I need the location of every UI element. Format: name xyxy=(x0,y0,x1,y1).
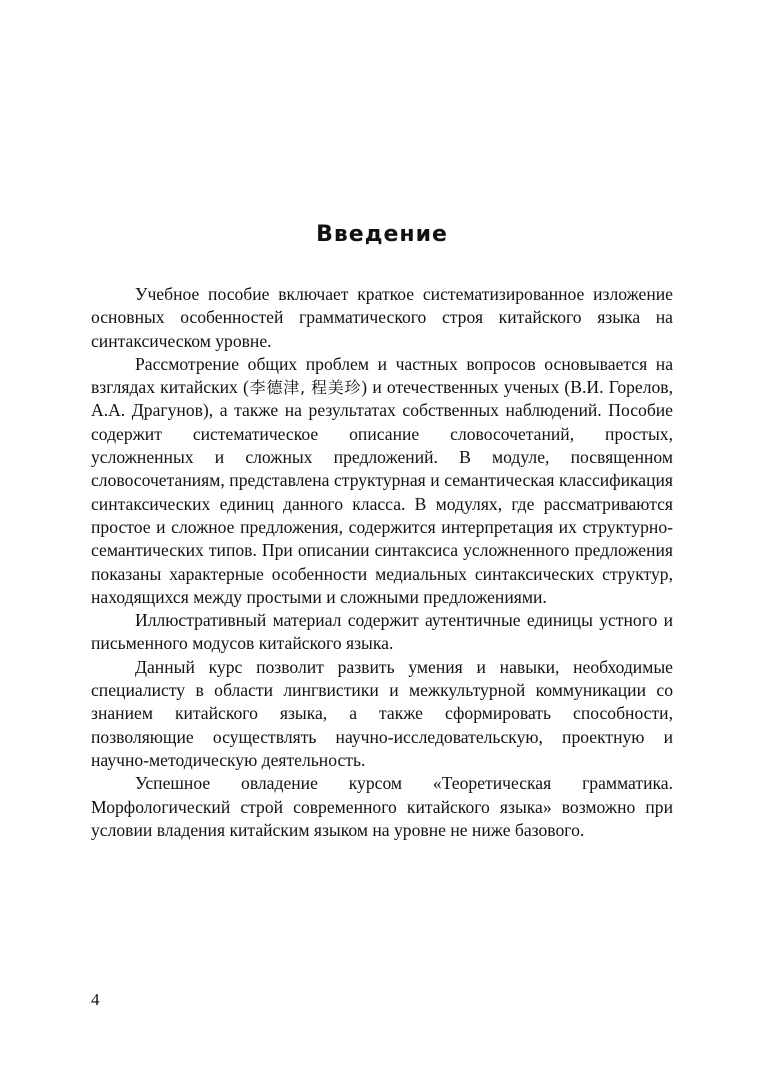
paragraph-sources-end: ) и отечественных ученых (В.И. Горелов, А.А. Драгунов), а также на результатах собственных наблюдений. Пособие содержит систематическое описание словосочетаний, простых, усложненных и сложных предложений. В модуле, посвященном словосочетаниям, представлена структурная и семантическая классификация синтаксических единиц данного класса. В модулях, где рассматриваются простое и сложное предложения, содержится интерпретация их структурно-семантических типов. При описании синтаксиса усложненного предложения показаны характерные особенности медиальных синтаксических структур, находящихся между простыми и сложными предложениями. xyxy=(91,377,673,607)
body-text xyxy=(91,283,673,842)
paragraph-intro: Учебное пособие включает краткое систематизированное изложение основных особенностей грамматического строя китайского языка на синтаксическом уровне. xyxy=(91,284,673,351)
paragraph-sources-start: Рассмотрение общих проблем и частных вопросов основывается на взглядах китайских ( xyxy=(91,353,673,398)
chinese-authors: 李德津, 程美珍 xyxy=(248,378,362,398)
paragraph-course: Данный курс позволит развить умения и навыки, необходимые специалисту в области лингвистики и межкультурной коммуникации со знанием китайского языка, а также сформировать способности, позволяющие осуществлять научно-исследовательскую, проектную и научно-методическую деятельность. xyxy=(91,656,673,770)
paragraph-sources xyxy=(91,353,673,609)
paragraph-requirements: Успешное овладение курсом «Теоретическая грамматика. Морфологический строй современного китайского языка» возможно при условии владения китайским языком на уровне не ниже базового. xyxy=(91,773,673,840)
page-title: Введение xyxy=(316,222,448,247)
paragraph-material: Иллюстративный материал содержит аутентичные единицы устного и письменного модусов китайского языка. xyxy=(91,610,673,654)
page-number: 4 xyxy=(91,990,100,1009)
